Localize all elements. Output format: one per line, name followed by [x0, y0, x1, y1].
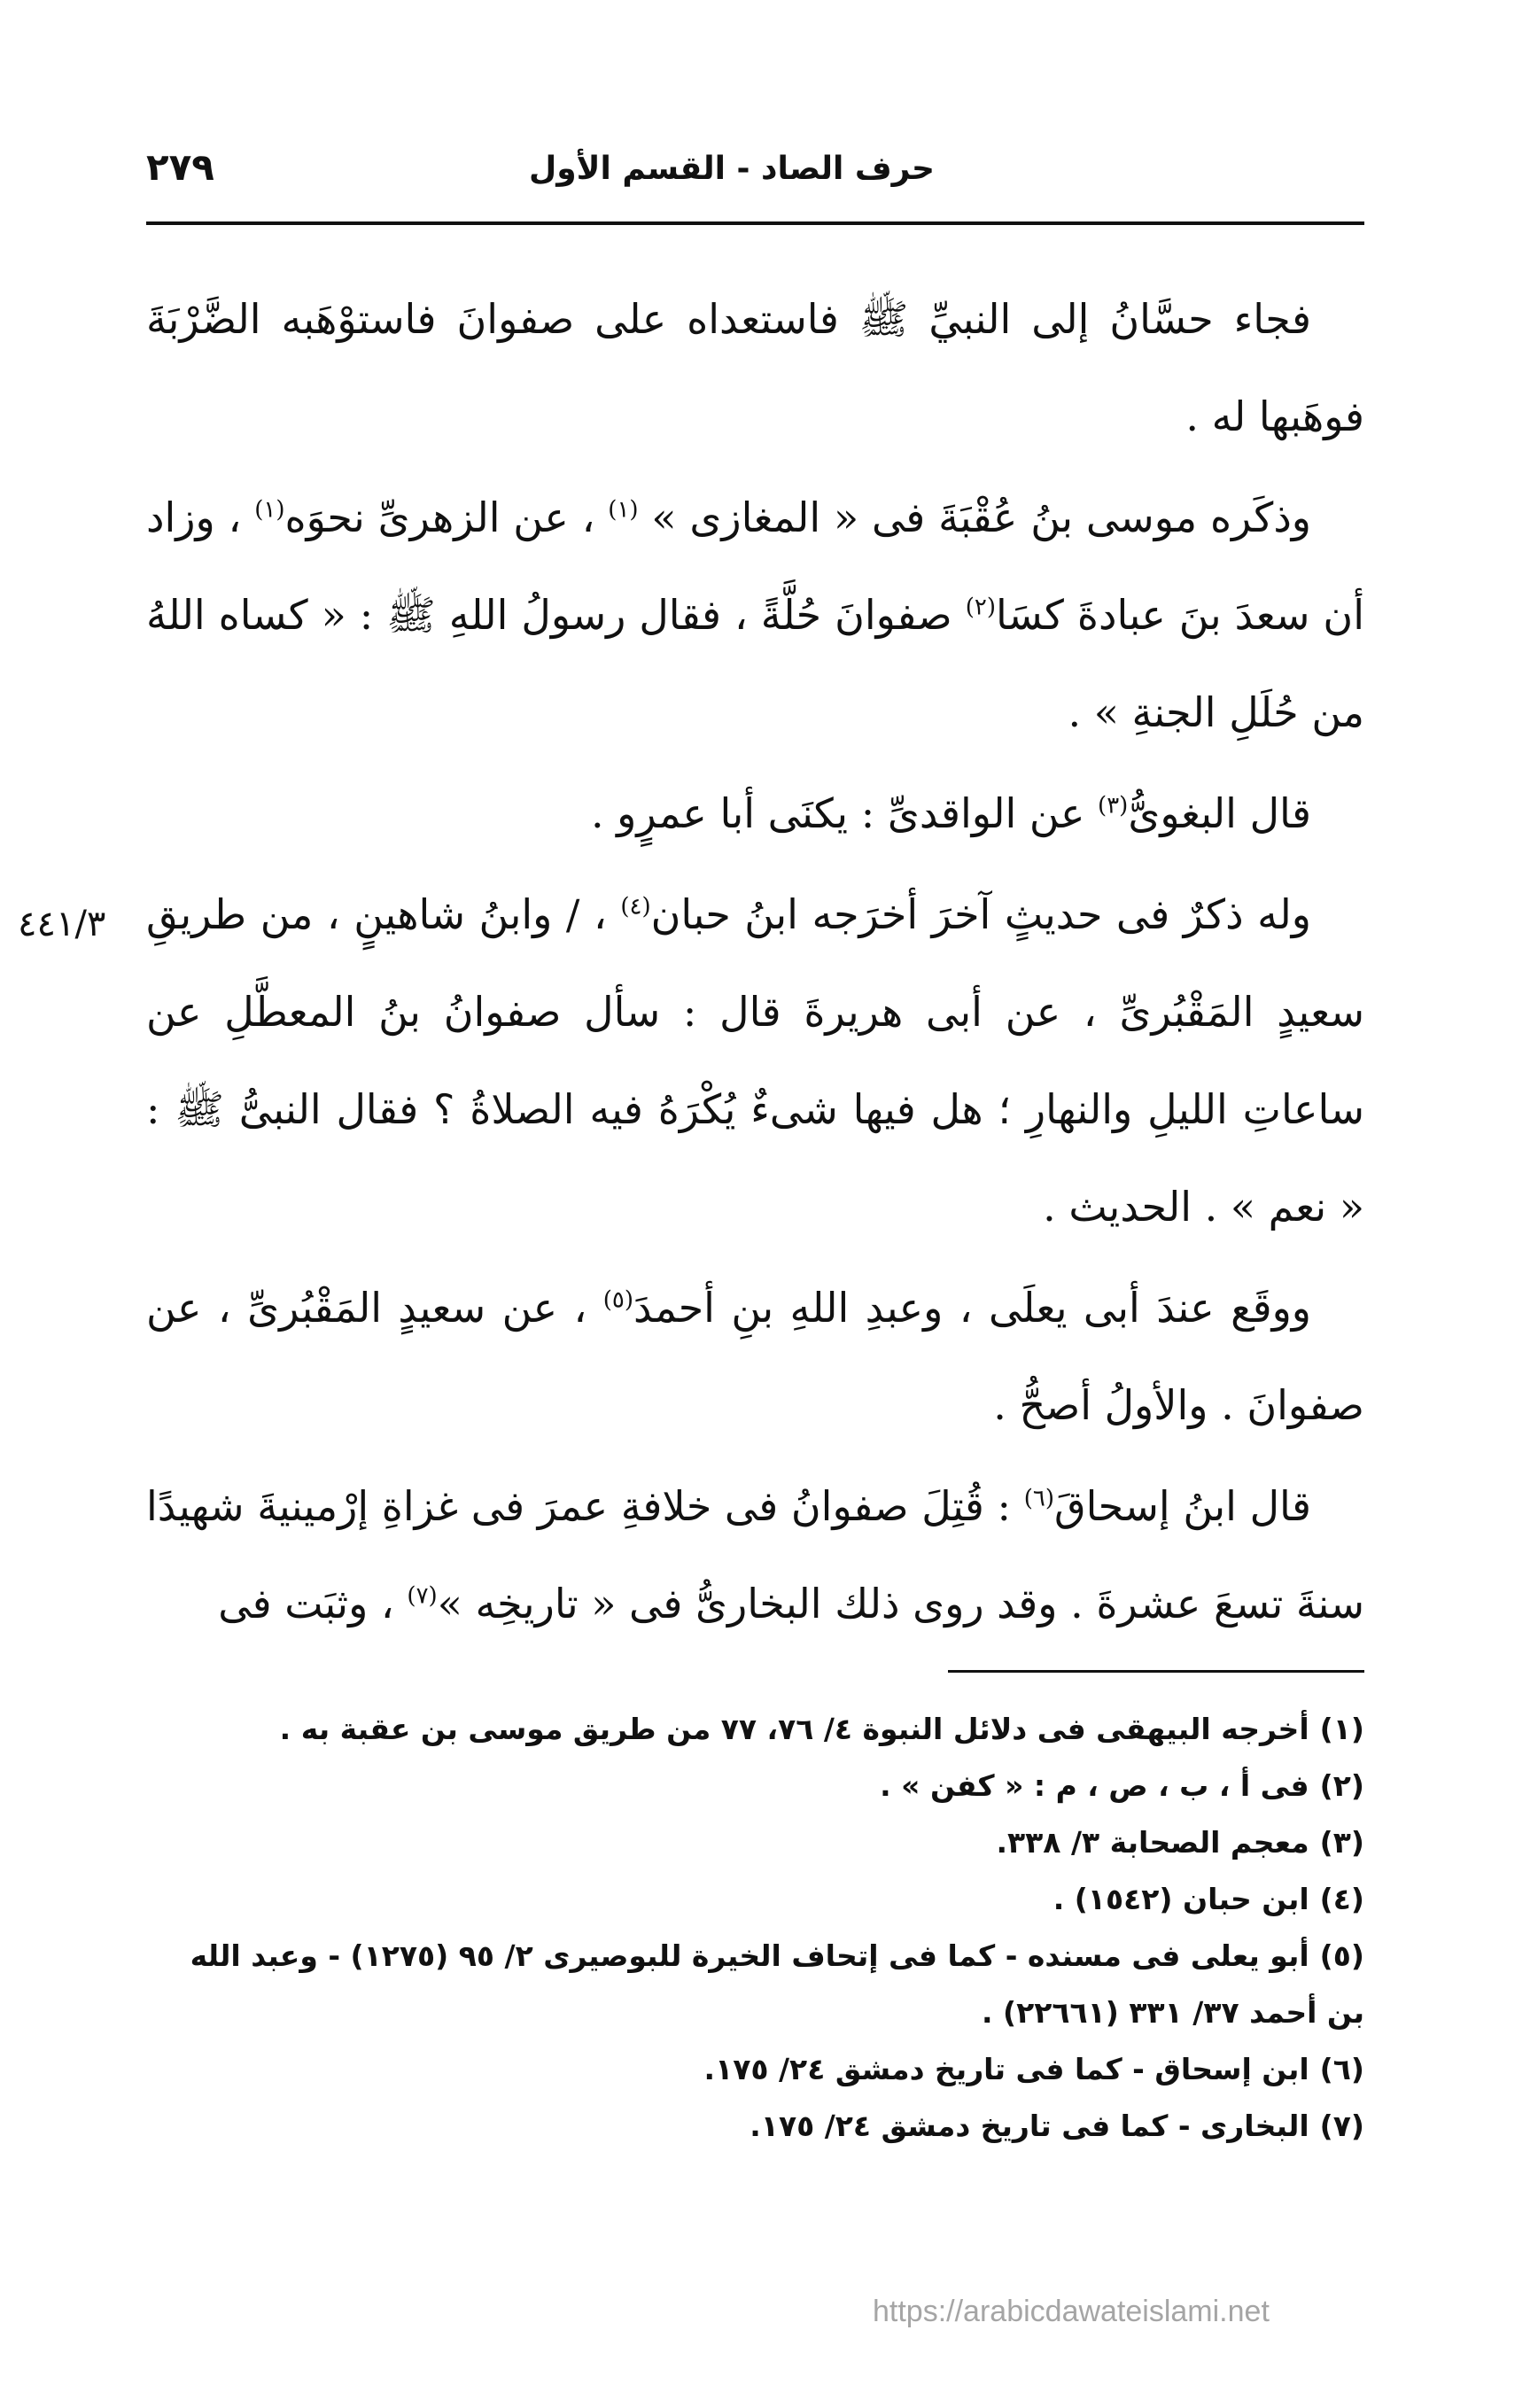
body-text — [146, 270, 1364, 1656]
footnote: (٢)فى أ ، ب ، ص ، م : « كفن » . — [880, 1768, 1364, 1803]
paragraph-5: ووقَع عندَ أبى يعلَى ، وعبدِ اللهِ بنِ أحمدَ$^{(٥)}$ ، عن سعيدٍ المَقْبُرىِّ ، عن صفوانَ . والأولُ أصحُّ . — [146, 1284, 1364, 1429]
footnote: (١)أخرجه البيهقى فى دلائل النبوة ٤/ ٧٦، ٧٧ من طريق موسى بن عقبة به . — [279, 1712, 1364, 1746]
paragraph-1: فجاء حسَّانُ إلى النبيِّ ﷺ فاستعداه على صفوانَ فاستوْهَبه الضَّرْبَةَ فوهَبها له . — [146, 295, 1364, 440]
footnotes — [146, 1701, 1364, 2155]
footnote-ref[interactable]: (١) — [254, 496, 285, 524]
footnote-ref[interactable]: (١) — [608, 496, 639, 524]
watermark-url: https://arabicdawateislami.net — [873, 2295, 1270, 2328]
footnote-ref[interactable]: (٢) — [965, 594, 996, 621]
footnote-ref[interactable]: (٤) — [620, 893, 651, 920]
paragraph-4: وله ذكرٌ فى حديثٍ آخرَ أخرَجه ابنُ حبان$^{(٤)}$ ، / وابنُ شاهينٍ ، من طريقِ سعيدٍ المَقْبُرىِّ ، عن أبى هريرةَ قال : سأل صفوانُ بنُ المعطَّلِ عن ساعاتِ الليلِ والنهارِ ؛ هل فيها شىءٌ يُكْرَهُ فيه الصلاةُ ؟ فقال النبىُّ ﷺ : « نعم » . الحديث . — [146, 890, 1364, 1231]
footnote-ref[interactable]: (٥) — [602, 1286, 633, 1314]
footnote-separator — [948, 1670, 1364, 1673]
paragraph-2: وذكَره موسى بنُ عُقْبَةَ فى « المغازى » $^{(١)}$ ، عن الزهرىِّ نحوَه$^{(١)}$ ، وزاد أن سعدَ بنَ عبادةَ كسَا$^{(٢)}$ صفوانَ حُلَّةً ، فقال رسولُ اللهِ ﷺ : « كساه اللهُ من حُلَلِ الجنةِ » . — [146, 493, 1364, 736]
footnote: (٤)ابن حبان (١٥٤٢) . — [1053, 1882, 1364, 1916]
paragraph-6: قال ابنُ إسحاقَ$^{(٦)}$ : قُتِلَ صفوانُ فى خلافةِ عمرَ فى غزاةِ إرْمينيةَ شهيدًا سنةَ تسعَ عشرةَ . وقد روى ذلك البخارىُّ فى « تاريخِه »$^{(٧)}$ ، وثبَت فى — [146, 1482, 1364, 1627]
footnote: (٧)البخارى - كما فى تاريخ دمشق ٢٤/ ١٧٥. — [750, 2109, 1364, 2143]
header-rule — [146, 221, 1364, 225]
footnote-ref[interactable]: (٧) — [407, 1582, 438, 1610]
running-header — [146, 145, 1364, 204]
footnote: (٥)أبو يعلى فى مسنده - كما فى إتحاف الخيرة للبوصيرى ٢/ ٩٥ (١٢٧٥) - وعبد الله بن أحمد ٣٧/ ٣٣١ (٢٢٦٦١) . — [190, 1938, 1364, 2030]
margin-reference: ٤٤١/٣ — [18, 904, 106, 944]
header-title: حرف الصاد - القسم الأول — [529, 151, 935, 187]
footnote-ref[interactable]: (٦) — [1023, 1485, 1054, 1512]
footnote: (٣)معجم الصحابة ٣/ ٣٣٨. — [996, 1825, 1364, 1860]
paragraph-3: قال البغوىُّ$^{(٣)}$ عن الواقدىِّ : يكنَى أبا عمرٍو . — [590, 789, 1311, 837]
footnote: (٦)ابن إسحاق - كما فى تاريخ دمشق ٢٤/ ١٧٥. — [703, 2052, 1364, 2086]
page-number: ٢٧٩ — [146, 145, 214, 189]
footnote-ref[interactable]: (٣) — [1098, 792, 1129, 819]
